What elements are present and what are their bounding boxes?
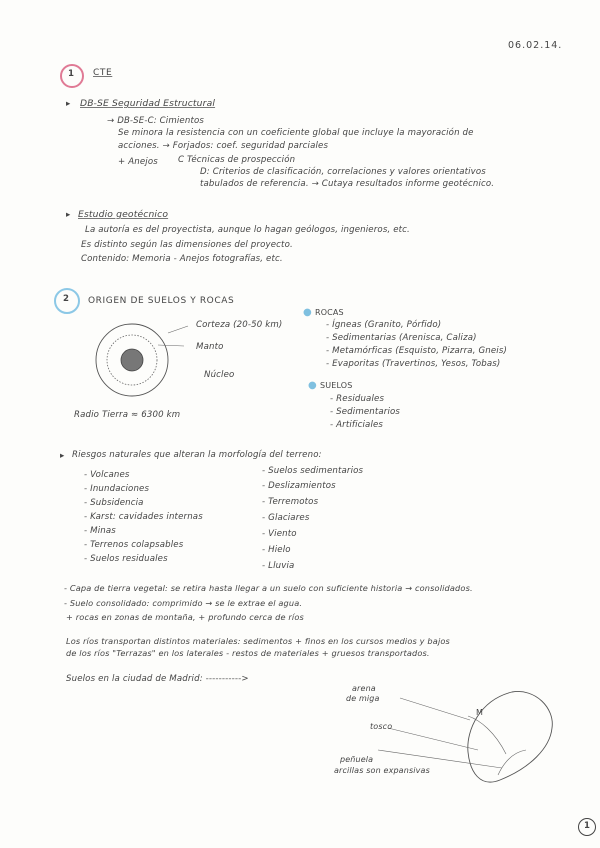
text-line: Se minora la resistencia con un coeficiente global que incluye la mayoración de [118,128,474,138]
riesgo-item: - Terremotos [262,497,319,507]
riesgo-item: - Deslizamientos [262,481,336,491]
suelo-item: - Residuales [330,394,385,404]
label-m: M [476,708,484,717]
riesgo-item: - Viento [262,529,297,539]
suelo-item: - Sedimentarios [330,407,401,417]
rocas-title: ROCAS [315,308,344,317]
riesgo-item: - Terrenos colapsables [84,540,184,550]
roca-item: - Ígneas (Granito, Pórfido) [326,320,442,330]
label-arcillas: arcillas son expansivas [334,766,430,775]
text-line: acciones. → Forjados: coef. seguridad parciales [118,141,329,151]
anejo-d-line: D: Criterios de clasificación, correlaciones y valores orientativos [200,167,486,177]
section-title: CTE [93,68,113,78]
bullet-icon: ▸ [60,451,65,461]
page-number: 1 [584,821,591,831]
suelos-title: SUELOS [320,381,353,390]
riesgo-item: - Hielo [262,545,291,555]
anejo-c: C Técnicas de prospección [178,155,296,165]
text-line: Es distinto según las dimensiones del proyecto. [81,240,293,250]
riesgo-item: - Lluvia [262,561,295,571]
note-line: Los ríos transportan distintos materiales: sedimentos + finos en los cursos medios y bajos [66,636,450,646]
note-line: de los ríos "Terrazas" en los laterales - restos de materiales + gruesos transportados. [66,648,430,658]
roca-item: - Sedimentarias (Arenisca, Caliza) [326,333,477,343]
label-miga: de miga [346,694,380,703]
blue-bullet-icon: ● [308,380,317,391]
date: 06.02.14. [508,40,563,51]
riesgos-title: Riesgos naturales que alteran la morfología del terreno: [72,450,322,460]
riesgo-item: - Suelos sedimentarios [262,466,364,476]
text-line: Contenido: Memoria - Anejos fotografías, etc. [81,254,283,264]
corteza-label: Corteza (20-50 km) [196,320,283,330]
anejos-label: + Anejos [118,157,158,167]
suelo-item: - Artificiales [330,420,384,430]
blue-bullet-icon: ● [303,307,312,318]
manto-label: Manto [196,342,224,352]
section-title: ORIGEN DE SUELOS Y ROCAS [88,296,235,306]
note-line: - Suelo consolidado: comprimido → se le extrae el agua. [64,598,303,608]
db-se-title: DB-SE Seguridad Estructural [80,98,216,109]
earth-diagram [80,318,200,398]
note-line: + rocas en zonas de montaña, + profundo cerca de ríos [66,612,304,622]
radio-label: Radio Tierra ≈ 6300 km [74,410,181,420]
riesgo-item: - Minas [84,526,116,536]
earth-core [121,349,143,371]
estudio-title: Estudio geotécnico [78,209,169,220]
roca-item: - Evaporitas (Travertinos, Yesos, Tobas) [326,359,501,369]
riesgo-item: - Glaciares [262,513,310,523]
bullet-icon: ▸ [66,210,71,220]
note-line: - Capa de tierra vegetal: se retira hasta llegar a un suelo con suficiente historia → consolidados. [64,583,473,593]
label-arena: arena [352,684,376,693]
riesgo-item: - Subsidencia [84,498,144,508]
riesgo-item: - Inundaciones [84,484,150,494]
madrid-outline [468,691,552,782]
bullet-icon: ▸ [66,99,71,109]
label-tosco: tosco [370,722,393,731]
nucleo-label: Núcleo [204,370,235,380]
anejo-d-line: tabulados de referencia. → Cutaya resultados informe geotécnico. [200,179,495,189]
section-number: 1 [68,69,75,79]
section-number: 2 [63,294,70,304]
madrid-text: Suelos en la ciudad de Madrid: -----------> [66,674,249,684]
roca-item: - Metamórficas (Esquisto, Pizarra, Gneis) [326,346,507,356]
riesgo-item: - Suelos residuales [84,554,168,564]
db-se-c-item: → DB-SE-C: Cimientos [107,116,204,126]
riesgo-item: - Volcanes [84,470,130,480]
label-penuela: peñuela [340,755,374,764]
riesgo-item: - Karst: cavidades internas [84,512,203,522]
text-line: La autoría es del proyectista, aunque lo hagan geólogos, ingenieros, etc. [85,225,410,235]
